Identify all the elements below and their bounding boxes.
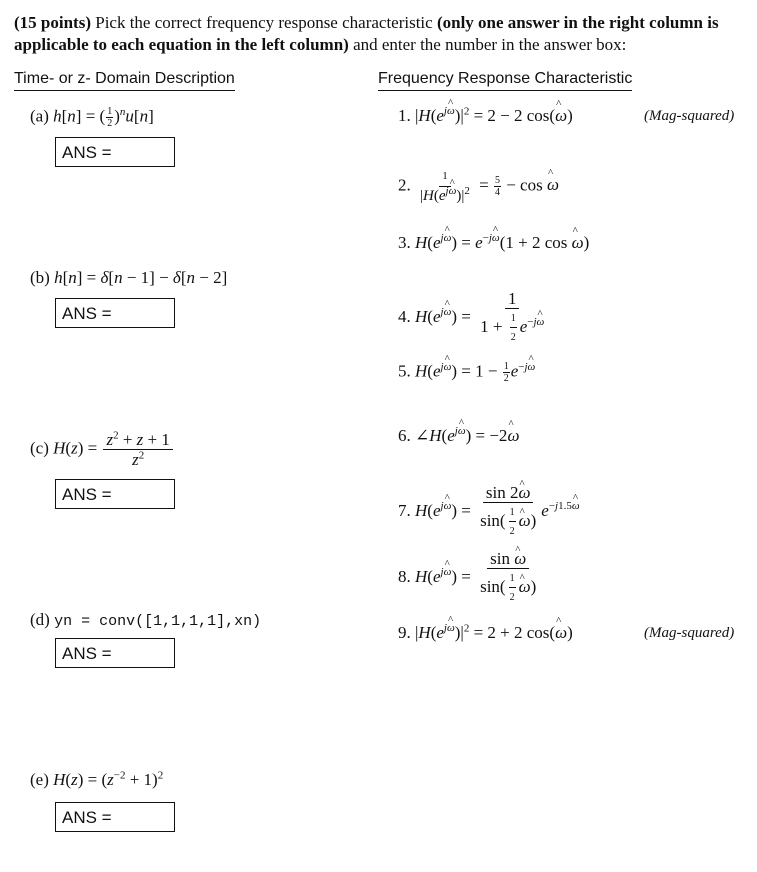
question-b-label: (b) bbox=[30, 268, 50, 287]
question-c-label: (c) bbox=[30, 438, 49, 458]
option-5: 5. $H(e^{j\omega}) = 1$ − $\frac{1}{2}$ $e^{-j\omega}$ bbox=[398, 360, 536, 384]
intro-tail-text: and enter the number in the answer box: bbox=[353, 35, 627, 54]
answer-box-b[interactable] bbox=[55, 298, 175, 328]
answer-box-d[interactable] bbox=[55, 638, 175, 668]
option-8: 8. $H(e^{j\omega})$ = sin ω ^ sin( $\frac{1}{2}$ ω ^) bbox=[398, 550, 541, 606]
option-3: 3. $H(e^{j\omega}) = e^{-j\omega}(1 + 2$ cos ω ^) bbox=[398, 233, 589, 253]
answer-box-e[interactable] bbox=[55, 802, 175, 832]
option-4-number: 4. bbox=[398, 306, 411, 326]
answer-label: ANS = bbox=[62, 808, 112, 827]
option-1-number: 1. bbox=[398, 106, 411, 125]
answer-label: ANS = bbox=[62, 485, 112, 504]
answer-label: ANS = bbox=[62, 644, 112, 663]
question-e-label: (e) bbox=[30, 770, 49, 789]
option-4: 4. $H(e^{j\omega})$ = 1 1 + $\frac{1}{2}$ $e^{-j\omega}$ bbox=[398, 289, 545, 343]
intro-text: Pick the correct frequency response characteristic bbox=[95, 13, 433, 32]
option-7: 7. $H(e^{j\omega})$ = sin 2ω ^ sin( $\frac{1}{2}$ ω ^) $e^{-j1.5\omega}$ bbox=[398, 484, 580, 540]
option-6: 6. $\angle H(e^{j\omega}) = -2\omega$ ^ bbox=[398, 426, 519, 446]
question-d bbox=[30, 610, 261, 630]
points-label: (15 points) bbox=[14, 13, 91, 32]
option-8-number: 8. bbox=[398, 566, 411, 586]
mag-squared-note-1: (Mag-squared) bbox=[644, 108, 735, 124]
option-1: 1. $|H(e^{j\omega})|^2 = 2 - 2$ cos(ω ^) bbox=[398, 106, 573, 126]
question-b: (b) h[n] = δ[n − 1] − δ[n − 2] bbox=[30, 268, 228, 287]
question-a-label: (a) bbox=[30, 106, 49, 126]
answer-label: ANS = bbox=[62, 304, 112, 323]
answer-box-c[interactable] bbox=[55, 479, 175, 509]
left-column-header: Time- or z- Domain Description bbox=[14, 70, 235, 91]
option-2: 2. $\frac{1}{|H(e^{j\omega})|^2}$ = $\frac{5}{4}$ − cos ω ^ bbox=[398, 168, 559, 205]
intro-bold-text: (only one answer in the right column is applicable to each equation in the left column) bbox=[14, 13, 719, 54]
option-9-number: 9. bbox=[398, 623, 411, 642]
option-5-number: 5. bbox=[398, 361, 411, 381]
question-d-label: (d) bbox=[30, 610, 50, 629]
option-2-number: 2. bbox=[398, 175, 411, 195]
answer-box-a[interactable] bbox=[55, 137, 175, 167]
question-a: (a) h[n] = ( $\frac{1}{2}$ )$^n$u[n] bbox=[30, 105, 154, 129]
answer-label: ANS = bbox=[62, 143, 112, 162]
question-d-code: yn = conv([1,1,1,1],xn) bbox=[54, 613, 262, 630]
right-column-header: Frequency Response Characteristic bbox=[378, 70, 632, 91]
option-7-number: 7. bbox=[398, 500, 411, 520]
option-6-number: 6. bbox=[398, 426, 411, 445]
option-9: 9. $|H(e^{j\omega})|^2 = 2 + 2$ cos(ω ^) bbox=[398, 623, 573, 643]
mag-squared-note-9: (Mag-squared) bbox=[644, 625, 735, 641]
question-e: (e) $H(z) = (z^{-2} + 1)^2$ bbox=[30, 769, 164, 789]
question-c: (c) H(z) = $\frac{z^2 + z + 1}{z^2}$ bbox=[30, 431, 175, 468]
problem-statement bbox=[14, 12, 744, 56]
option-3-number: 3. bbox=[398, 233, 411, 252]
